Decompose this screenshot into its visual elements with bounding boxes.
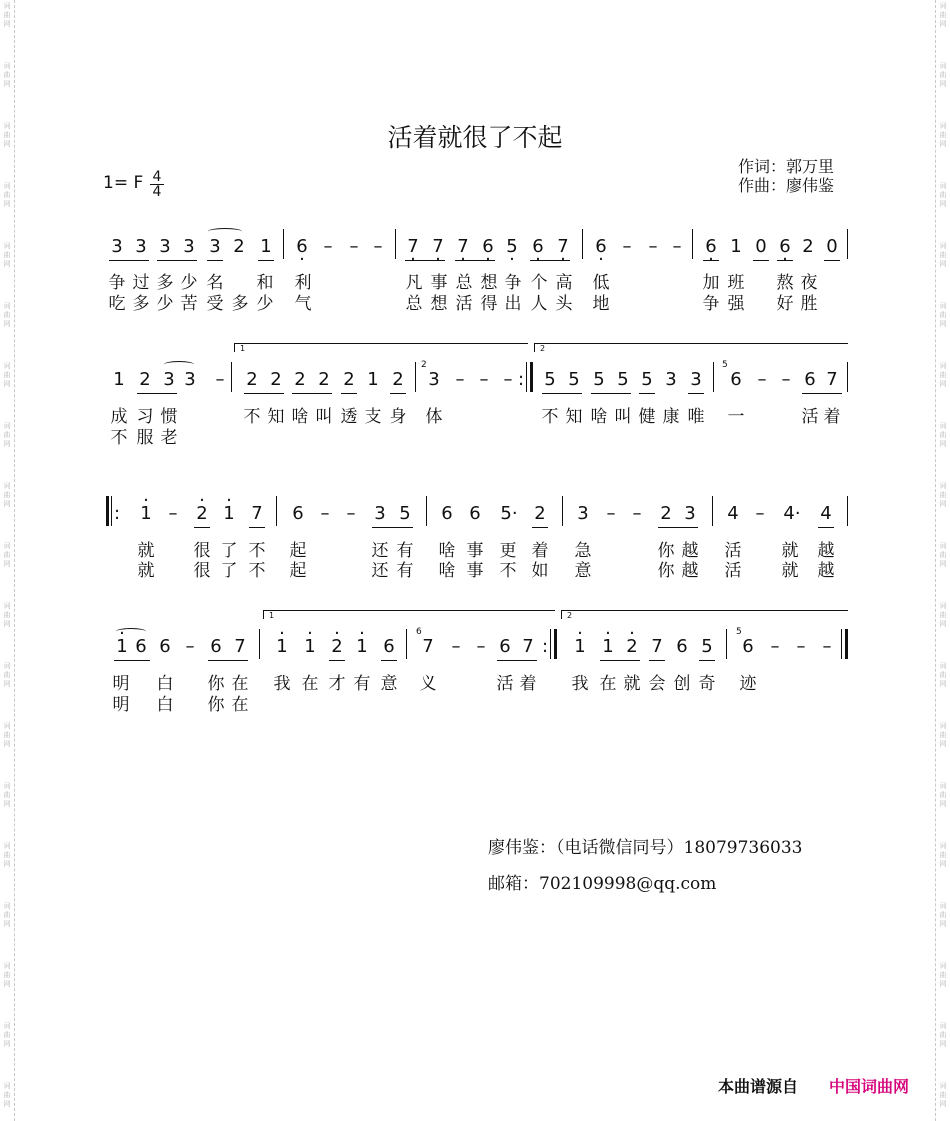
watermark-text: 词 曲 网 <box>3 242 11 268</box>
watermark-text: 词 曲 网 <box>3 1082 11 1108</box>
watermark-text: 词 曲 网 <box>3 182 11 208</box>
watermark-text: 词 曲 网 <box>3 1022 11 1048</box>
note: 2 <box>802 236 814 257</box>
watermark-text: 词 曲 网 <box>3 542 11 568</box>
watermark-text: 词 曲 网 <box>939 362 947 388</box>
watermark-text: 词 曲 网 <box>939 542 947 568</box>
note: 3 <box>183 236 195 257</box>
watermark-text: 词 曲 网 <box>3 662 11 688</box>
volta-2: 2 <box>561 610 848 619</box>
watermark-text: 词 曲 网 <box>939 2 947 28</box>
watermark-text: 词 曲 网 <box>939 782 947 808</box>
watermark-text: 词 曲 网 <box>3 722 11 748</box>
watermark-text: 词 曲 网 <box>939 302 947 328</box>
note: 0 <box>755 236 767 257</box>
time-signature: 4 4 <box>150 170 164 199</box>
note: 6 · <box>528 236 548 258</box>
note: – <box>373 236 383 257</box>
watermark-text: 词 曲 网 <box>939 722 947 748</box>
note: 5 · <box>502 236 522 258</box>
watermark-text: 词 曲 网 <box>939 962 947 988</box>
note: 3 <box>209 236 221 257</box>
right-watermark-strip <box>935 0 950 1121</box>
lyricist: 作词：郭万里 <box>738 157 835 176</box>
volta-2: 2 <box>534 343 848 352</box>
left-watermark-strip <box>0 0 15 1121</box>
note: 3 <box>111 236 123 257</box>
note: 7 · <box>403 236 423 258</box>
watermark-text: 词 曲 网 <box>939 182 947 208</box>
watermark-text: 词 曲 网 <box>3 782 11 808</box>
volta-1: 1 <box>234 343 528 352</box>
watermark-text: 词 曲 网 <box>939 1022 947 1048</box>
credits <box>738 157 834 195</box>
watermark-text: 词 曲 网 <box>939 122 947 148</box>
volta-1: 1 <box>263 610 555 619</box>
contact-email: 邮箱：702109998@qq.com <box>488 874 717 894</box>
watermark-text: 词 曲 网 <box>939 662 947 688</box>
watermark-text: 词 曲 网 <box>3 302 11 328</box>
footer-source-label: 本曲谱源自 <box>718 1077 799 1096</box>
watermark-text: 词 曲 网 <box>939 602 947 628</box>
note: 6 · <box>292 236 312 258</box>
note: 6 · <box>591 236 611 258</box>
note: 6 · <box>775 236 795 258</box>
watermark-text: 词 曲 网 <box>939 422 947 448</box>
footer-site-link[interactable]: 中国词曲网 <box>829 1077 910 1096</box>
note: 2 <box>233 236 245 257</box>
note: 7 · <box>428 236 448 258</box>
watermark-text: 词 曲 网 <box>3 362 11 388</box>
contact-phone: 廖伟鉴：（电话微信同号）18079736033 <box>488 838 803 858</box>
note: 3 <box>135 236 147 257</box>
note: 1 <box>730 236 742 257</box>
note: 0 <box>826 236 838 257</box>
note: – <box>349 236 359 257</box>
watermark-text: 词 曲 网 <box>939 842 947 868</box>
watermark-text: 词 曲 网 <box>3 62 11 88</box>
watermark-text: 词 曲 网 <box>939 482 947 508</box>
watermark-text: 词 曲 网 <box>3 2 11 28</box>
note: – <box>648 236 658 257</box>
note: 6 · <box>478 236 498 258</box>
note: 7 · <box>553 236 573 258</box>
watermark-text: 词 曲 网 <box>3 962 11 988</box>
watermark-text: 词 曲 网 <box>939 242 947 268</box>
watermark-text: 词 曲 网 <box>939 902 947 928</box>
key-signature: 1= F <box>103 173 144 193</box>
watermark-text: 词 曲 网 <box>3 422 11 448</box>
note: – <box>672 236 682 257</box>
watermark-text: 词 曲 网 <box>3 482 11 508</box>
note: 6 · <box>701 236 721 258</box>
note: – <box>323 236 333 257</box>
watermark-text: 词 曲 网 <box>3 902 11 928</box>
note: 7 · <box>453 236 473 258</box>
watermark-text: 词 曲 网 <box>3 602 11 628</box>
composer: 作曲：廖伟鉴 <box>738 176 835 195</box>
watermark-text: 词 曲 网 <box>939 62 947 88</box>
note: – <box>622 236 632 257</box>
note: 3 <box>159 236 171 257</box>
watermark-text: 词 曲 网 <box>3 842 11 868</box>
note: 1 <box>260 236 272 257</box>
song-title: 活着就很了不起 <box>387 123 563 152</box>
watermark-text: 词 曲 网 <box>3 122 11 148</box>
watermark-text: 词 曲 网 <box>939 1082 947 1108</box>
